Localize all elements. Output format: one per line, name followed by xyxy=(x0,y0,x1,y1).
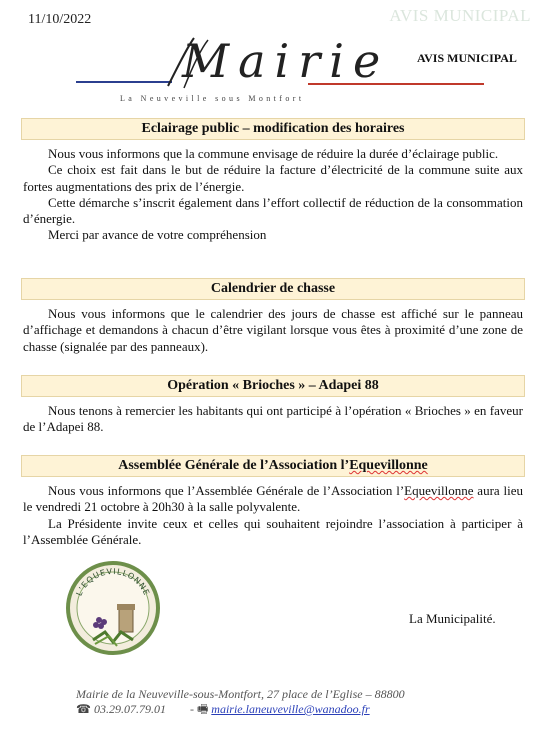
section-title: Calendrier de chasse xyxy=(21,278,525,300)
paragraph: Merci par avance de votre compréhension xyxy=(48,227,267,243)
section-body xyxy=(21,397,525,436)
footer xyxy=(76,687,405,717)
logo-subtitle: La Neuveville sous Montfort xyxy=(120,94,305,103)
watermark-title: AVIS MUNICIPAL xyxy=(389,6,531,25)
section-body xyxy=(21,140,525,244)
paragraph xyxy=(23,483,523,516)
section-body xyxy=(21,477,525,548)
paragraph: La Présidente invite ceux et celles qui souhaitent rejoindre l’association à participer à l’Assemblée Générale. xyxy=(23,515,523,547)
footer-address: Mairie de la Neuveville-sous-Montfort, 27 place de l’Eglise – 88800 xyxy=(76,687,405,701)
spellcheck-word: Equevillonne xyxy=(349,458,428,473)
paragraph-text: Nous vous informons que l’Assemblée Générale de l’Association l’ xyxy=(48,483,405,498)
section-title xyxy=(21,455,525,477)
section-title: Opération « Brioches » – Adapei 88 xyxy=(21,375,525,397)
association-logo xyxy=(65,560,161,661)
date: 11/10/2022 xyxy=(28,12,92,27)
paragraph: Nous tenons à remercier les habitants qui ont participé à l’opération « Brioches » en faveur de l’Adapei 88. xyxy=(23,403,523,435)
logo-word: Mairie xyxy=(182,34,390,88)
section-brioches xyxy=(21,375,525,436)
phone-icon: ☎ xyxy=(76,702,91,716)
section-eclairage xyxy=(21,118,525,244)
paragraph: Cette démarche s’inscrit également dans l’effort collectif de réduction de la consommation d’énergie. xyxy=(23,194,523,227)
signature: La Municipalité. xyxy=(409,611,496,626)
mairie-logo xyxy=(76,28,496,108)
title-text: Assemblée Générale de l’Association l’ xyxy=(118,458,350,473)
fax-icon: 🖷 xyxy=(196,702,209,716)
footer-separator: - xyxy=(189,702,194,716)
paragraph: Nous vous informons que la commune envisage de réduire la durée d’éclairage public. xyxy=(48,146,499,161)
footer-contact xyxy=(76,702,405,717)
footer-phone: 03.29.07.79.01 xyxy=(93,702,166,716)
section-body xyxy=(21,300,525,355)
paragraph-text: aura lieu le vendredi 21 octobre à 20h30 à la salle polyvalente. xyxy=(23,483,523,515)
email-link[interactable]: mairie.laneuveville@wanadoo.fr xyxy=(211,702,370,716)
paragraph: Ce choix est fait dans le but de réduire la facture d’électricité de la commune suite aux fortes augmentations des prix de l’énergie. xyxy=(23,162,523,194)
section-chasse xyxy=(21,278,525,355)
section-assemblee xyxy=(21,455,525,548)
paragraph: Nous vous informons que le calendrier des jours de chasse est affiché sur le panneau d’affichage et demandons à chacun d’être vigilant lorsque vous êtes à proximité d’une zone de chasse (signalée par des panneaux). xyxy=(23,306,523,354)
spellcheck-word: Equevillonne xyxy=(404,483,474,498)
medallion-text: L’EQUEVILLONNE xyxy=(74,566,152,598)
section-title: Eclairage public – modification des horaires xyxy=(21,118,525,140)
avis-municipal-label: AVIS MUNICIPAL xyxy=(417,51,517,65)
